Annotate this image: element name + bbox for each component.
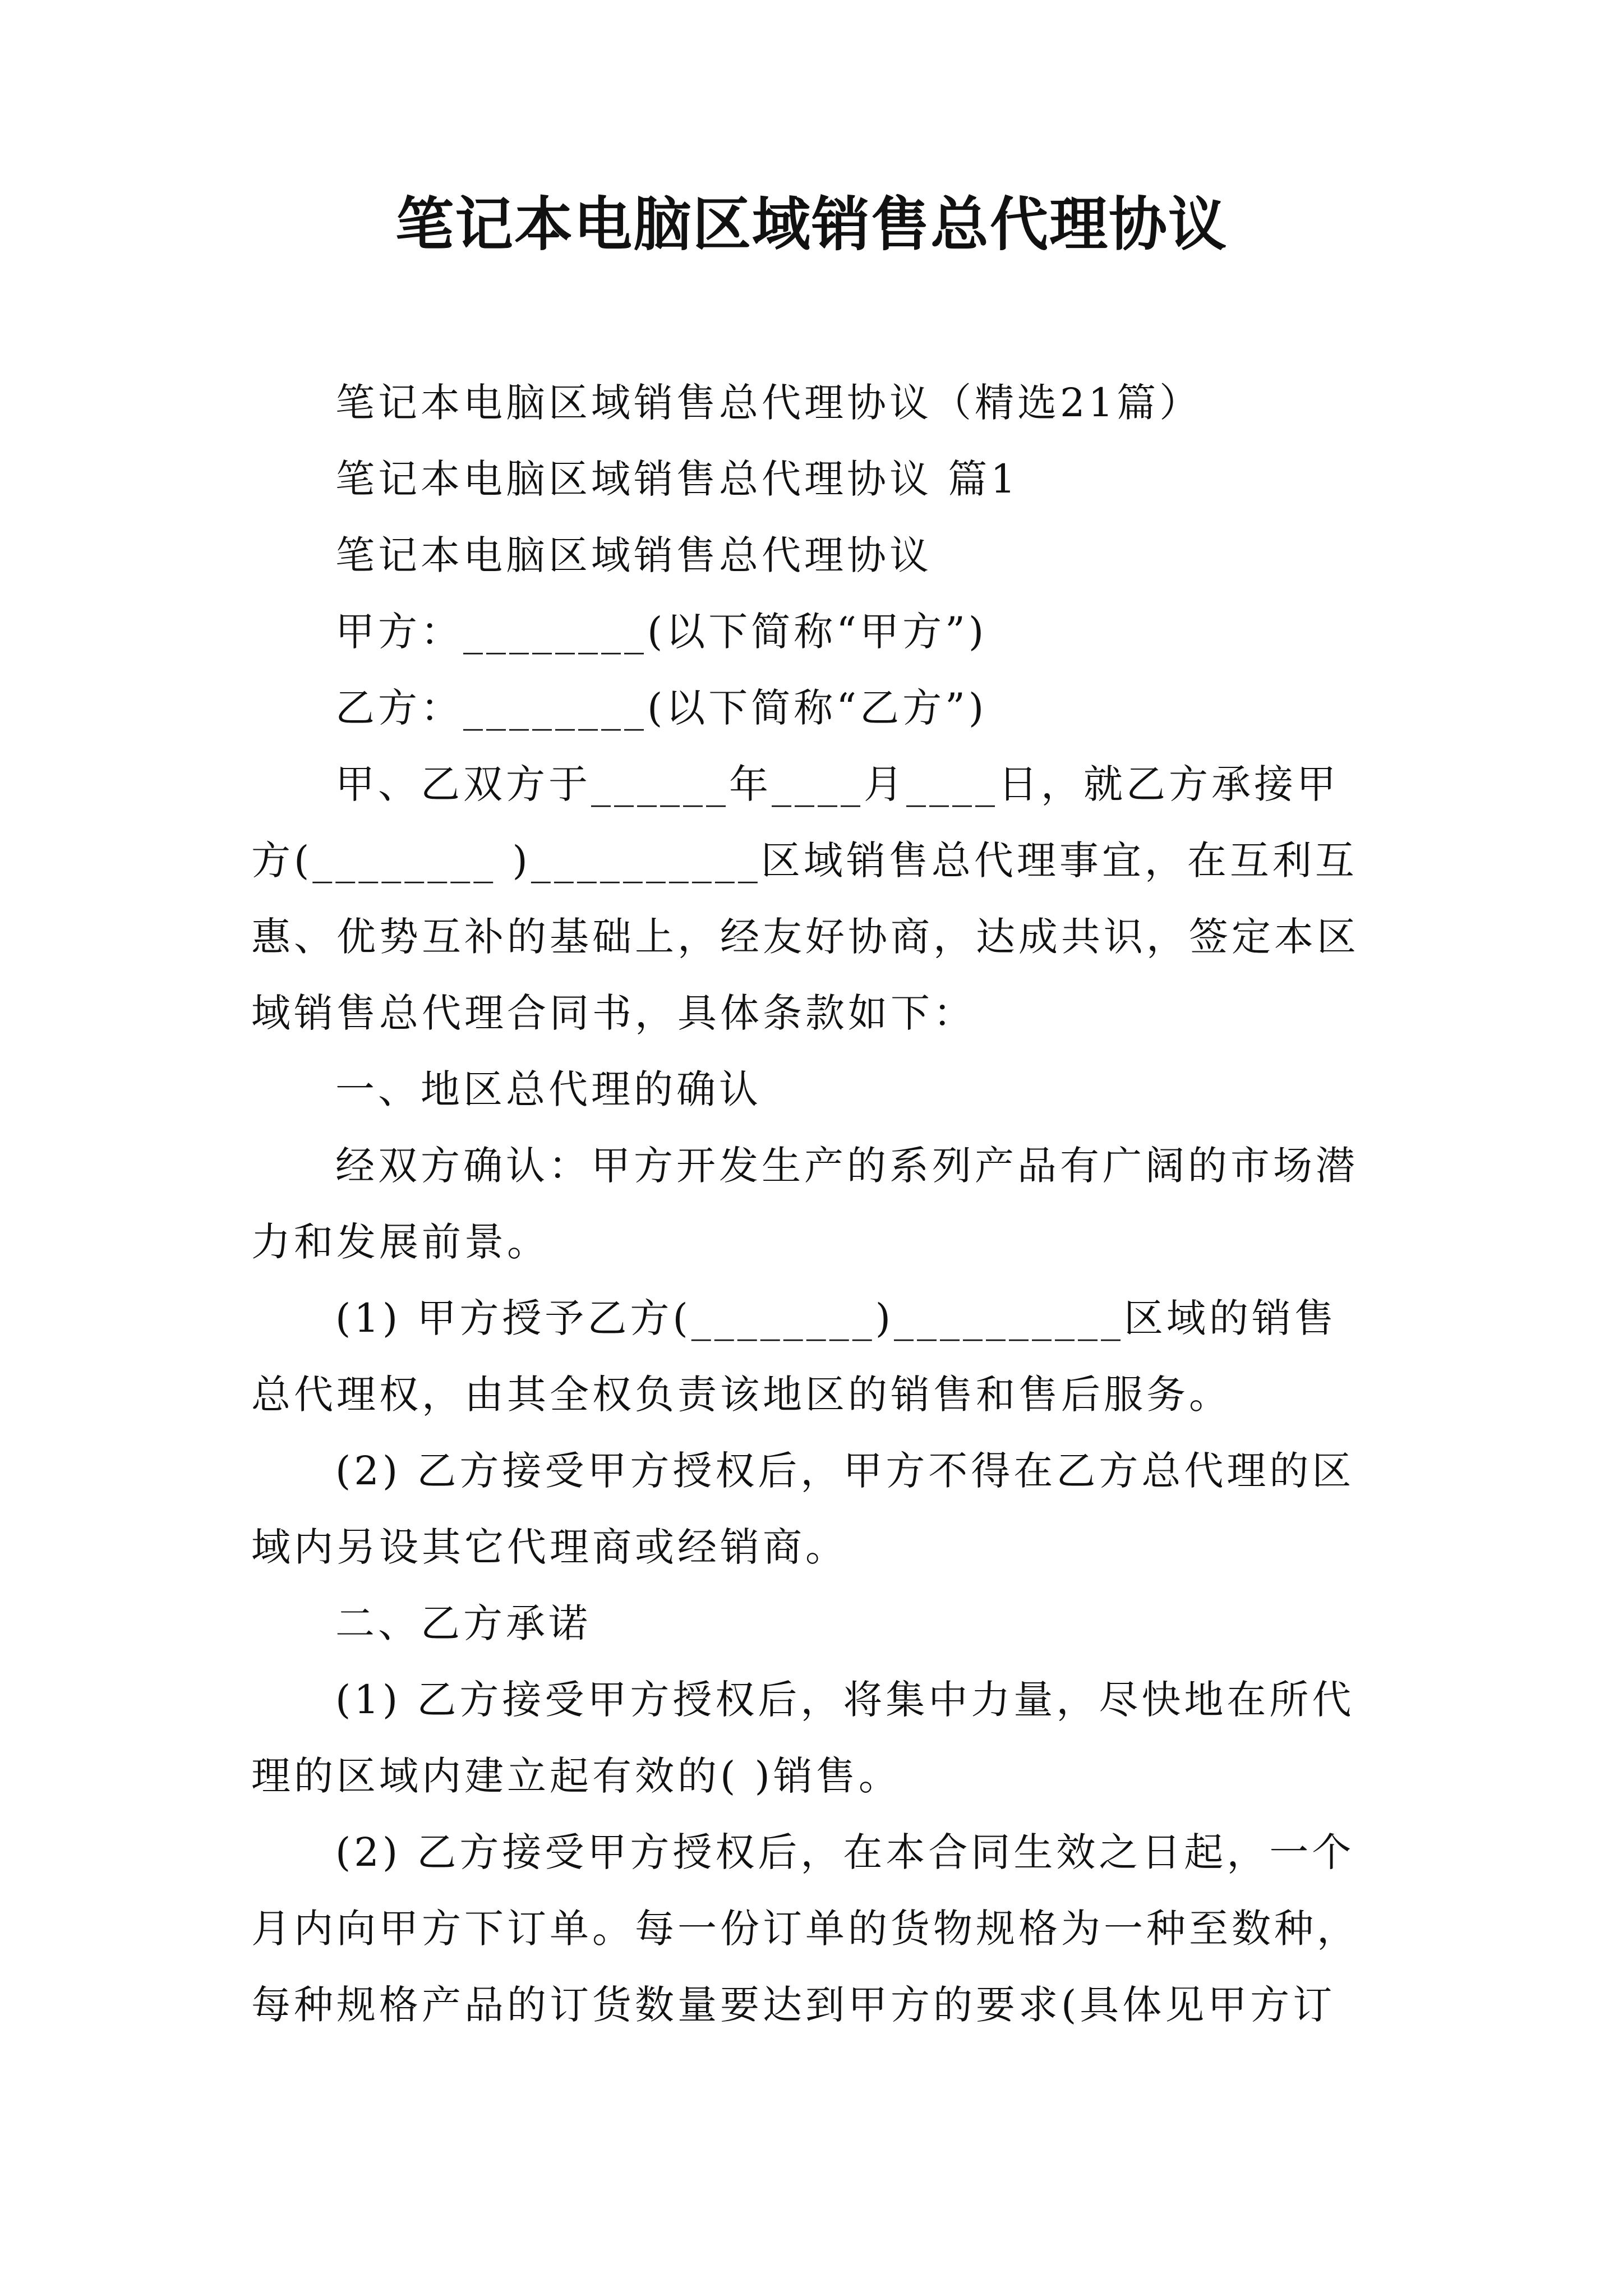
paragraph-party-b: 乙方：________(以下简称“乙方”) [335,685,988,731]
paragraph-clause-1-item-2: (2) 乙方接受甲方授权后，甲方不得在乙方总代理的区域内另设其它代理商或经销商。 [251,1448,1355,1570]
paragraph-party-a: 甲方：________(以下简称“甲方”) [335,609,988,655]
paragraph-subtitle: 笔记本电脑区域销售总代理协议（精选21篇） [335,380,1202,426]
paragraph-clause-2-item-2: (2) 乙方接受甲方授权后，在本合同生效之日起，一个月内向甲方下订单。每一份订单的货物规格为一种至数种，每种规格产品的订货数量要达到甲方的要求(具体见甲方订 [251,1829,1359,2028]
paragraph-clause-1-intro: 经双方确认：甲方开发生产的系列产品有广阔的市场潜力和发展前景。 [251,1143,1358,1265]
paragraph-section-heading: 笔记本电脑区域销售总代理协议 篇1 [335,456,1019,502]
paragraph-clause-1-heading: 一、地区总代理的确认 [335,1066,762,1112]
paragraph-agreement-name: 笔记本电脑区域销售总代理协议 [335,532,932,578]
paragraph-clause-2-heading: 二、乙方承诺 [335,1600,591,1646]
paragraph-clause-2-item-1: (1) 乙方接受甲方授权后，将集中力量，尽快地在所代理的区域内建立起有效的( )销售。 [251,1677,1355,1799]
paragraph-clause-1-item-1: (1) 甲方授予乙方(________)__________区域的销售总代理权，由其全权负责该地区的销售和售后服务。 [251,1295,1338,1418]
document-title: 笔记本电脑区域销售总代理协议 [395,190,1228,259]
document-body [251,365,1378,2043]
paragraph-preamble: 甲、乙双方于______年____月____日，就乙方承接甲方(________ )__________区域销售总代理事宜，在互利互惠、优势互补的基础上，经友好协商，达成共识，签定本区域销售总代理合同书，具体条款如下： [251,761,1359,1036]
